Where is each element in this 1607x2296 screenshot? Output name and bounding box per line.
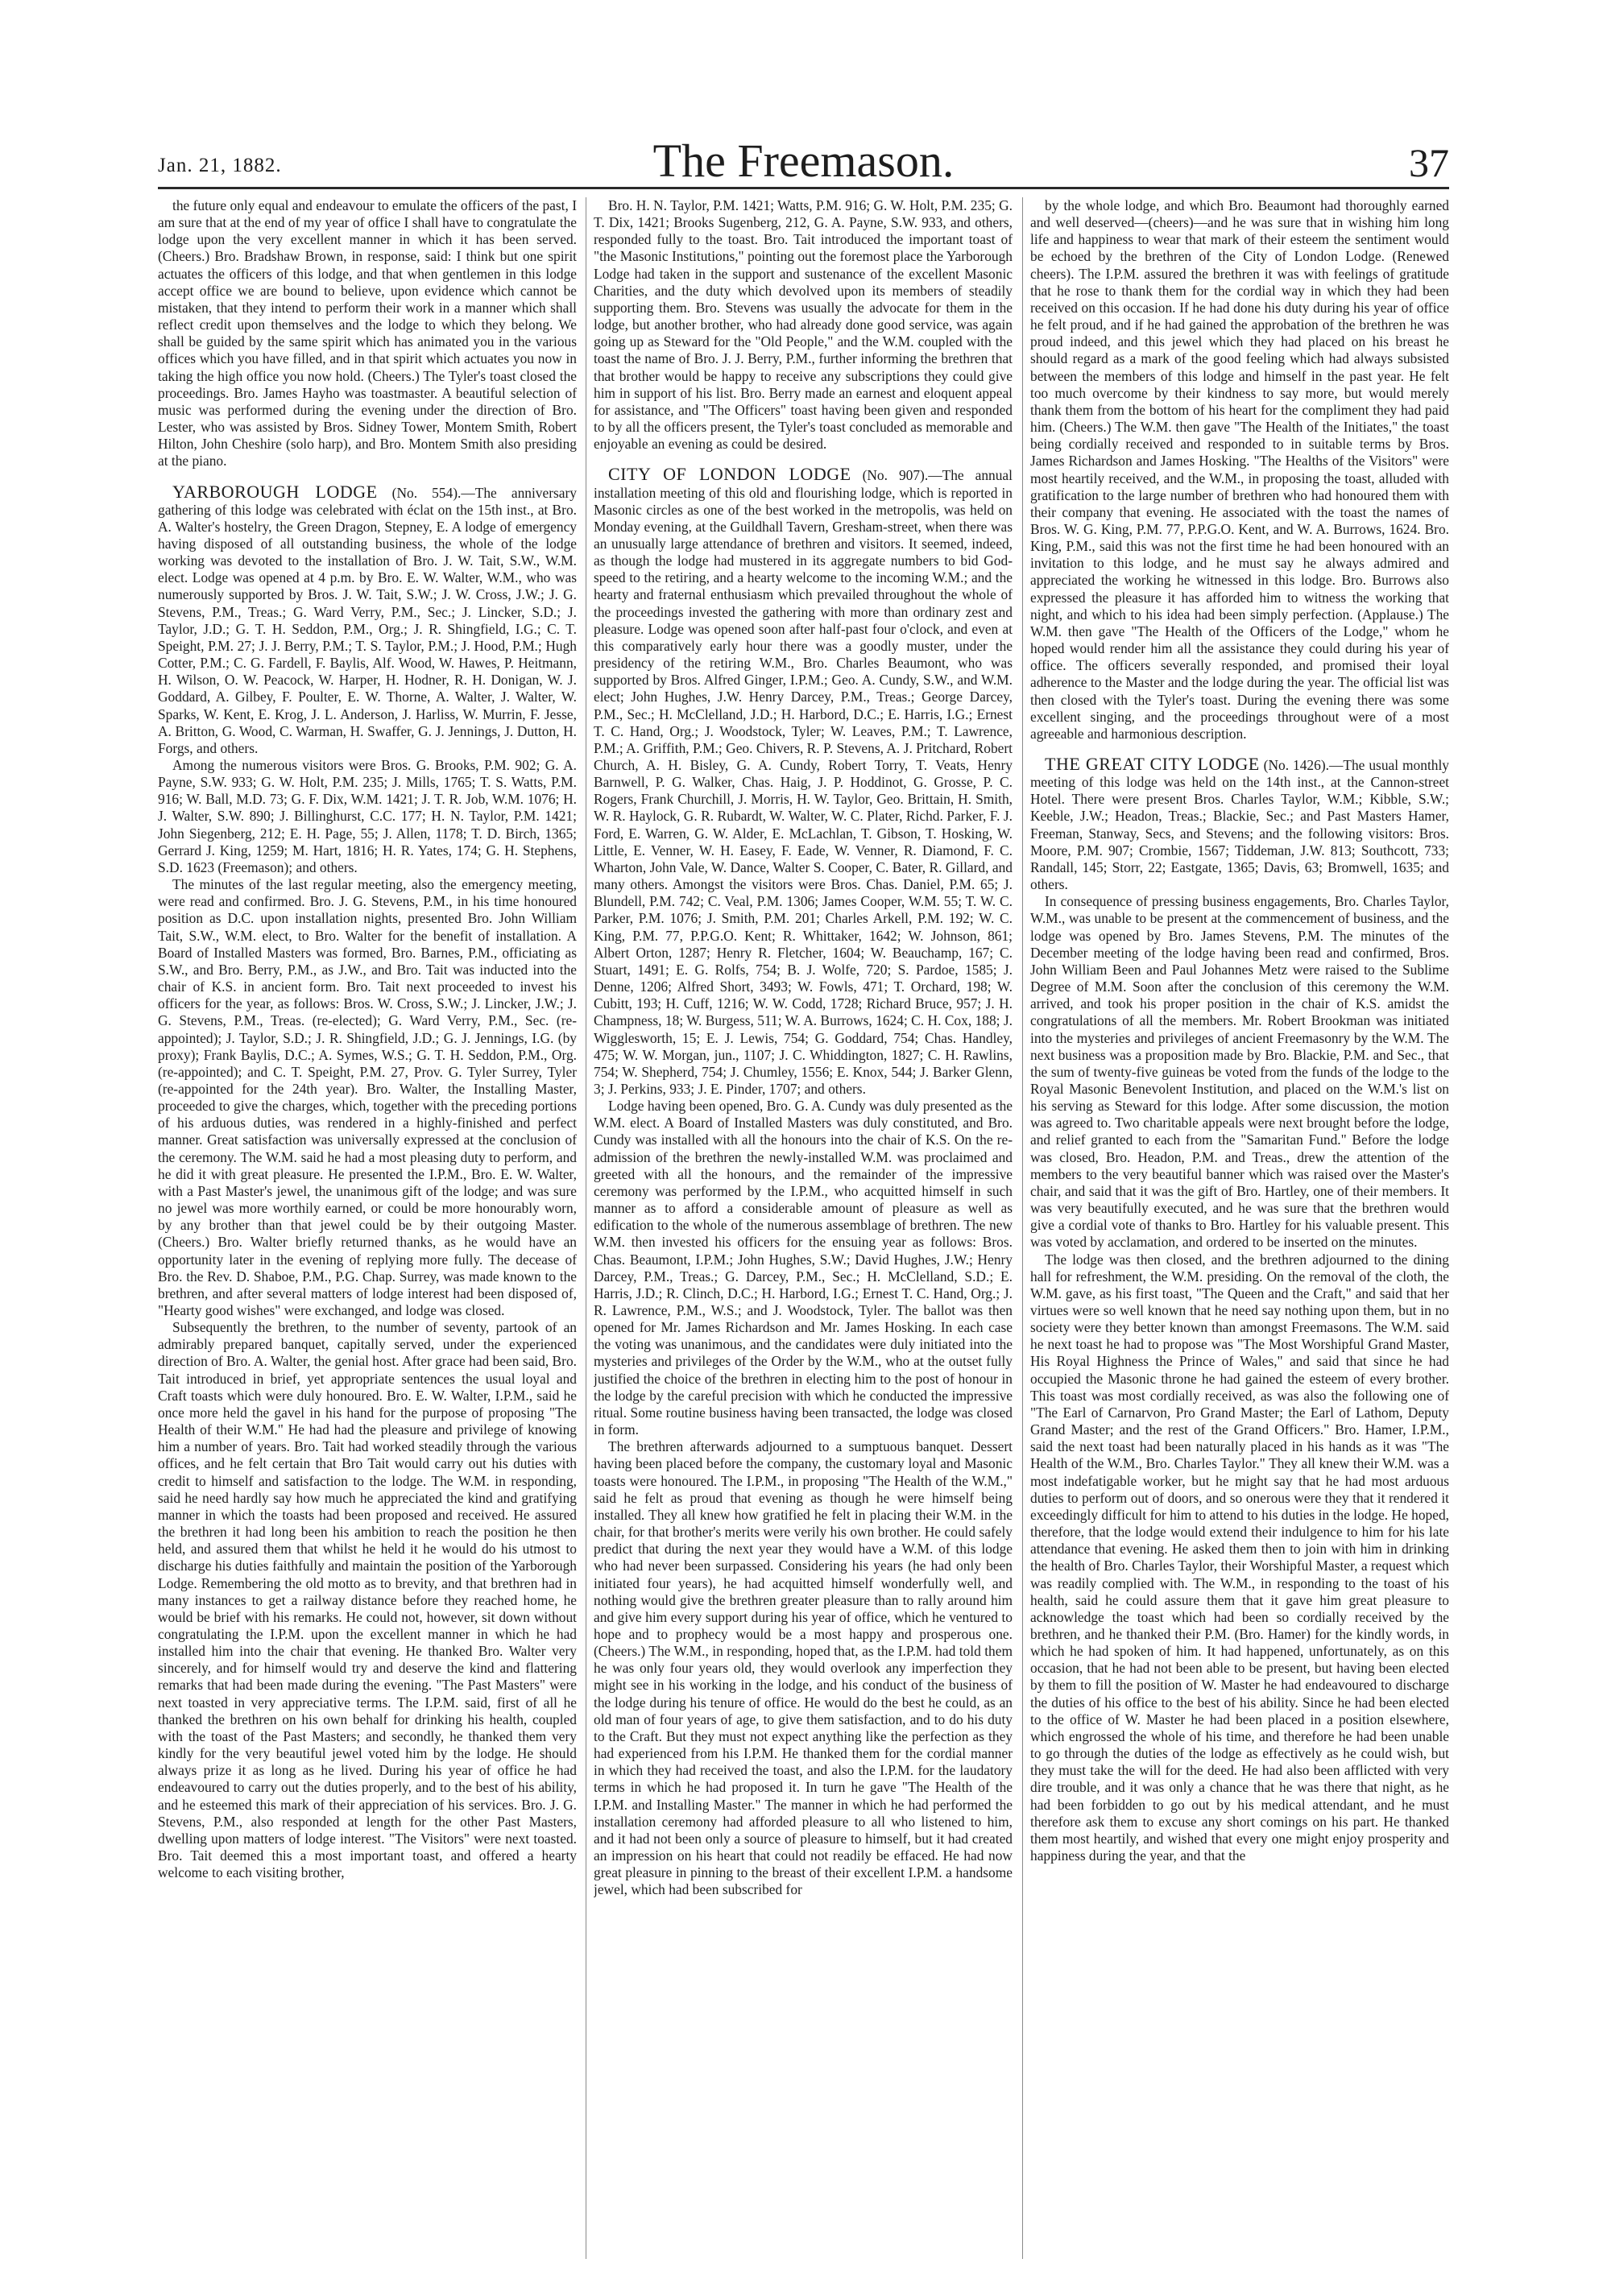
paragraph: Subsequently the brethren, to the number of seventy, partook of an admirably prepared banquet, capitally served, under the experienced direction of Bro. A. Walter, the genial host. After grace had been said, Bro. Tait introduced in brief, yet appropriate sentences the usual loyal and Craft toasts which were duly honoured. Bro. E. W. Walter, I.P.M., said he once more held the gavel in his hand for the purpose of proposing "The Health of their W.M." He had had the pleasure and privilege of knowing him a number of years. Bro. Tait had worked steadily through the various offices, and he felt certain that Bro Tait would carry out his duties with credit to himself and satisfaction to the lodge. The W.M. in responding, said he need hardly say how much he appreciated the kind and gratifying manner in which the toasts had been proposed and received. He assured the brethren it had long been his ambition to reach the position he then held, and assured them that whilst he held it he would do his utmost to discharge his duties faithfully and maintain the position of the Yarborough Lodge. Remembering the old motto as to brevity, and that brethren had in many instances to get a railway distance before they reached home, he would be brief with his remarks. He could not, however, sit down without congratulating the I.P.M. upon the excellent manner in which he had installed him into the chair that evening. He thanked Bro. Walter very sincerely, and for himself would try and deserve the kind and flattering remarks that had been made during the evening. "The Past Masters" were next toasted in very appreciative terms. The I.P.M. said, first of all he thanked the brethren on his own behalf for drinking his health, coupled with the toast of the Past Masters; and secondly, he thanked them very kindly for the very beautiful jewel voted him by the lodge. He should always prize it as long as he lived. During his year of office he had endeavoured to carry out the duties properly, and to the best of his ability, and he esteemed this mark of their appreciation of his services. Bro. J. G. Stevens, P.M., also responded at length for the other Past Masters, dwelling upon matters of lodge interest. "The Visitors" were next toasted. Bro. Tait deemed this a most important toast, and offered a hearty welcome to each visiting brother, (158, 1319, 577, 1881)
article-column-1 (158, 197, 577, 2263)
lodge-heading: THE GREAT CITY LODGE (1045, 754, 1260, 774)
column-divider (1022, 197, 1023, 2259)
paragraph: The brethren afterwards adjourned to a sumptuous banquet. Dessert having been placed before the company, the customary loyal and Masonic toasts were honoured. The I.P.M., in proposing "The Health of the W.M.," said he felt as proud that evening as though he were himself being installed. They all knew how gratified he felt in placing their W.M. in the chair, for that brother's merits were verily his own brother. He could safely predict that during the next year they would have a W.M. of this lodge who had never been surpassed. Considering his years (he had only been initiated four years), he had acquitted himself wonderfully well, and nothing would give the brethren greater pleasure than to rally around him and give him every support during his year of office, which he ventured to hope and to prophecy would be a most happy and prosperous one. (Cheers.) The W.M., in responding, hoped that, as the I.P.M. had told them he was only four years old, they would overlook any imperfection they might see in his working in the lodge, and his conduct of the business of the lodge during his tenure of office. He would do the best he could, as an old man of four years of age, to give them satisfaction, and to do his duty to the Craft. But they must not expect anything like the perfection as they had experienced from his I.P.M. He thanked them for the cordial manner in which they had received the toast, and also the I.P.M. for the laudatory terms in which he had proposed it. In turn he gave "The Health of the I.P.M. and Installing Master." The manner in which he had performed the installation ceremony had afforded pleasure to all who listened to him, and it had not been only a source of pleasure to himself, but it had created an impression on his heart that could not readily be effaced. He had now great pleasure in pinning to the breast of their excellent I.P.M. a handsome jewel, which had been subscribed for (594, 1438, 1013, 1898)
lodge-heading: CITY OF LONDON LODGE (608, 464, 851, 485)
paragraph: the future only equal and endeavour to emulate the officers of the past, I am sure that at the end of my year of office I shall have to congratulate the lodge upon the very excellent manner in which it has been served. (Cheers.) Bro. Bradshaw Brown, in response, said: I think but one spirit actuates the officers of this lodge, and that when gentlemen in this lodge accept office we are bound to believe, upon evidence which cannot be mistaken, that they intend to perform their work in a manner which shall reflect credit upon themselves and the lodge to which they belong. We shall be guided by the same spirit which has animated you in the various offices which you have filled, and in that spirit which actuates you now in taking the high office you now hold. (Cheers.) The Tyler's toast closed the proceedings. Bro. James Hayho was toastmaster. A beautiful selection of music was performed during the evening under the direction of Bro. Lester, who was assisted by Bros. Sidney Tower, Montem Smith, Robert Hilton, John Cheshire (solo harp), and Bro. Montem Smith also presiding at the piano. (158, 197, 577, 470)
paragraph: The minutes of the last regular meeting, also the emergency meeting, were read and confirmed. Bro. J. G. Stevens, P.M., in his time honoured position as D.C. upon installation nights, presented Bro. John William Tait, S.W., W.M. elect, to Bro. Walter for the benefit of installation. A Board of Installed Masters was formed, Bro. Barnes, P.M., officiating as S.W., and Bro. Berry, P.M., as J.W., and Bro. Tait was inducted into the chair of K.S. in ancient form. Bro. Tait next proceeded to invest his officers for the year, as follows: Bros. W. Cross, S.W.; J. Lincker, J.W.; J. G. Stevens, P.M., Treas. (re-elected); G. Ward Verry, P.M., Sec. (re-appointed); J. Taylor, S.D.; J. R. Shingfield, J.D.; G. J. Jennings, I.G. (by proxy); Frank Baylis, D.C.; A. Symes, W.S.; G. T. H. Seddon, P.M., Org. (re-appointed); and C. T. Speight, P.M. 27, Prov. G. Tyler Surrey, Tyler (re-appointed for the 24th year). Bro. Walter, the Installing Master, proceeded to give the charges, which, together with the preceding portions of his arduous duties, was rendered in a highly-finished and perfect manner. Great satisfaction was universally expressed at the conclusion of the ceremony. The W.M. said he had a most pleasing duty to perform, and he did it with great pleasure. He presented the I.P.M., Bro. E. W. Walter, with a Past Master's jewel, the unanimous gift of the lodge; and was sure no jewel was more worthily earned, or could be more honourably worn, by any brother than that jewel could be by their outgoing Master. (Cheers.) Bro. Walter briefly returned thanks, as he would have an opportunity later in the evening of replying more fully. The decease of Bro. the Rev. D. Shaboe, P.M., P.G. Chap. Surrey, was made known to the brethren, and after several matters of lodge interest had been disposed of, "Hearty good wishes" were exchanged, and lodge was closed. (158, 876, 577, 1318)
paragraph: THE GREAT CITY LODGE (No. 1426).—The usual monthly meeting of this lodge was held on the 14th inst., at the Cannon-street Hotel. There were present Bros. Charles Taylor, W.M.; Kibble, S.W.; Keeble, J.W.; Headon, Treas.; Blackie, Sec.; and Past Masters Hamer, Freeman, Stanway, Secs, and Stevens; and the following visitors: Bros. Moore, P.M. 907; Crombie, 1567; Tiddeman, J.W. 813; Southcott, 733; Randall, 145; Storr, 22; Eastgate, 1365; Davis, 63; Bromwell, 1635; and others. (1030, 754, 1449, 893)
paragraph: The lodge was then closed, and the brethren adjourned to the dining hall for refreshment, the W.M. presiding. On the removal of the cloth, the W.M. gave, as his first toast, "The Queen and the Craft," and said that her virtues were so well known that he need say nothing upon them, but in no society were they better known than amongst Freemasons. The W.M. said he next toast he had to propose was "The Most Worshipful Grand Master, His Royal Highness the Prince of Wales," and said that since he had occupied the Masonic throne he had gained the esteem of every brother. This toast was most cordially received, as was also the following one of "The Earl of Carnarvon, Pro Grand Master; the Earl of Lathom, Deputy Grand Master; and the rest of the Grand Officers." Bro. Hamer, I.P.M., said the next toast had been naturally placed in his hands as it was "The Health of the W.M., Bro. Charles Taylor." They all knew their W.M. was a most indefatigable worker, but he might say that he had most arduous duties to perform out of doors, and so onerous were they that it rendered it exceedingly difficult for him to attend to his duties in the lodge. He hoped, therefore, that the lodge would extend their indulgence to him for his late attendance that evening. He asked them then to join with him in drinking the health of Bro. Charles Taylor, their Worshipful Master, a request which was readily complied with. The W.M., in responding to the toast of his health, said he could assure them that it gave him great pleasure to acknowledge the toast which had been so cordially received by the brethren, and he thanked their P.M. (Bro. Hamer) for the kindly words, in which he had spoken of him. It had happened, unfortunately, as on this occasion, that he had not been able to be present, but having been elected by them to fill the position of W. Master he had endeavoured to discharge the duties of his office to the best of his ability. Since he had been elected to the office of W. Master he had been placed in a position elsewhere, which engrossed the whole of his time, and therefore he had been unable to go through the duties of the lodge as effectively as he could wish, but they must take the will for the deed. He had also been afflicted with very dire trouble, and it was only a chance that he was there that night, as he had been forbidden to go out by his medical attendant, and he must therefore ask them to excuse any short comings on his part. He thanked them most heartily, and wished that every one might enjoy prosperity and happiness during the year, and that the (1030, 1251, 1449, 1864)
newspaper-title: The Freemason. (652, 134, 955, 187)
paragraph: Bro. H. N. Taylor, P.M. 1421; Watts, P.M. 916; G. W. Holt, P.M. 235; G. T. Dix, 1421; Brooks Sugenberg, 212, G. A. Payne, S.W. 933, and others, responded fully to the toast. Bro. Tait introduced the important toast of "the Masonic Institutions," pointing out the foremost place the Yarborough Lodge had taken in the support and sustenance of the excellent Masonic Charities, and the duty which devolved upon its members of steadily supporting them. Bro. Stevens was usually the advocate for them in the lodge, but another brother, who had already done good service, was again going up as Steward for the "Old People," and the W.M. coupled with the toast the name of Bro. J. J. Berry, P.M., further informing the brethren that that brother would be happy to receive any subscriptions they could give him in support of his list. Bro. Berry made an earnest and eloquent appeal for assistance, and "The Officers" toast having been given and responded to by all the officers present, the Tyler's toast concluded as memorable and enjoyable an evening as could be desired. (594, 197, 1013, 453)
issue-date: Jan. 21, 1882. (158, 155, 282, 176)
paragraph: In consequence of pressing business engagements, Bro. Charles Taylor, W.M., was unable to be present at the commencement of business, and the lodge was opened by Bro. James Stevens, P.M. The minutes of the December meeting of the lodge having been read and confirmed, Bros. John William Been and Paul Johannes Metz were raised to the Sublime Degree of M.M. Soon after the conclusion of this ceremony the W.M. arrived, and took his proper position in the chair of K.S. amidst the congratulations of all the members. Mr. Robert Brookman was initiated into the mysteries and privileges of ancient Freemasonry by the W.M. The next business was a proposition made by Bro. Blackie, P.M. and Sec., that the sum of twenty-five guineas be voted from the funds of the lodge to the Royal Masonic Benevolent Institution, and placed on the W.M.'s list on his serving as Steward for this lodge. After some discussion, the motion was agreed to. Two charitable appeals were next brought before the lodge, and relief granted to each from the "Samaritan Fund." Before the lodge was closed, Bro. Headon, P.M. and Treas., drew the attention of the members to the very beautiful banner which was raised over the Master's chair, and said that it was the gift of Bro. Hartley, one of their members. It was very beautifully executed, and he was sure that the brethren would give a cordial vote of thanks to Bro. Hartley for his valuable present. This was voted by acclamation, and ordered to be inserted on the minutes. (1030, 893, 1449, 1251)
paragraph: Among the numerous visitors were Bros. G. Brooks, P.M. 902; G. A. Payne, S.W. 933; G. W. Holt, P.M. 235; J. Mills, 1765; T. S. Watts, P.M. 916; W. Ball, M.D. 73; G. F. Dix, W.M. 1421; J. T. R. Job, W.M. 1076; H. J. Walter, S.W. 890; J. Billinghurst, C.C. 177; H. N. Taylor, P.M. 1421; John Siegenberg, 212; E. H. Page, 55; J. Allen, 1178; T. D. Birch, 1365; Gerrard J. King, 1259; M. Hart, 1816; H. R. Yates, 174; G. H. Stephens, S.D. 1623 (Freemason); and others. (158, 757, 577, 875)
lodge-heading: YARBOROUGH LODGE (172, 481, 378, 502)
paragraph: by the whole lodge, and which Bro. Beaumont had thoroughly earned and well deserved—(cheers)—and he was sure that in wishing him long life and happiness to wear that mark of their esteem the sentiment would be echoed by the brethren of the City of London Lodge. (Renewed cheers). The I.P.M. assured the brethren it was with feelings of gratitude that he rose to thank them for the cordial way in which they had been received on this occasion. If he had done his duty during his year of office he felt proud, and if he had gained the approbation of the brethren he was proud indeed, and this jewel which they had placed on his breast he should regard as a mark of the good feeling which had always subsisted between the members of this lodge and himself in the past year. He felt too much overcome by their kindness to say more, but would merely thank them from the bottom of his heart for the compliment they had paid him. (Cheers.) The W.M. then gave "The Health of the Initiates," the toast being cordially received and responded to in suitable terms by Bros. James Richardson and James Hosking. "The Healths of the Visitors" were most heartily received, and the W.M., in proposing the toast, alluded with gratification to the large number of brethren who had honoured them with their company that evening. He associated with the toast the names of Bros. W. G. King, P.M. 77, P.P.G.O. Kent, and W. A. Burrows, 1624. Bro. King, P.M., said this was not the first time he had been honoured with an invitation to this lodge, and he must say he always admired and appreciated the working he witnessed in this lodge. Bro. Burrows also expressed the pleasure it has afforded him to witness the working that night, and which to his idea had been simply perfection. (Applause.) The W.M. then gave "The Health of the Officers of the Lodge," whom he hoped would render him all the assistance they could during his year of office. The officers severally responded, and promised their loyal adherence to the Master and the lodge during the year. The official list was then closed with the Tyler's toast. During the evening there was some excellent singing, and the proceedings throughout were of a most agreeable and harmonious description. (1030, 197, 1449, 742)
masthead (158, 134, 1449, 187)
article-column-2 (594, 197, 1013, 2263)
article-column-3 (1030, 197, 1449, 2263)
paragraph: Lodge having been opened, Bro. G. A. Cundy was duly presented as the W.M. elect. A Board of Installed Masters was duly constituted, and Bro. Cundy was installed with all the honours into the chair of K.S. On the re-admission of the brethren the newly-installed W.M. was proclaimed and greeted with all the honours, and the remainder of the impressive ceremony was performed by the I.P.M., who acquitted himself in such manner as to afford a considerable amount of pleasure as well as edification to the whole of the numerous assemblage of brethren. The new W.M. then invested his officers for the ensuing year as follows: Bros. Chas. Beaumont, I.P.M.; John Hughes, S.W.; David Hughes, J.W.; Henry Darcey, P.M., Treas.; G. Darcey, P.M., Sec.; H. McClelland, S.D.; E. Harris, J.D.; R. Clinch, D.C.; H. Harbord, I.G.; Ernest T. C. Hand, Org.; J. R. Lawrence, P.M., W.S.; and J. Woodstock, Tyler. The ballot was then opened for Mr. James Richardson and Mr. James Hosking. In each case the voting was unanimous, and the candidates were duly initiated into the mysteries and privileges of the Order by the W.M., who at the outset fully justified the choice of the brethren in electing him to the post of honour in the lodge by the careful precision with which he conducted the impressive ritual. Some routine business having been transacted, the lodge was closed in form. (594, 1098, 1013, 1438)
header-rule (158, 187, 1449, 189)
paragraph: YARBOROUGH LODGE (No. 554).—The anniversary gathering of this lodge was celebrated with éclat on the 15th inst., at Bro. A. Walter's hostelry, the Green Dragon, Stepney, E. A lodge of emergency having disposed of all outstanding business, the whole of the lodge working was devoted to the installation of Bro. J. W. Tait, S.W., W.M. elect. Lodge was opened at 4 p.m. by Bro. E. W. Walter, W.M., who was numerously supported by Bros. J. W. Tait, S.W.; J. W. Cross, J.W.; J. G. Stevens, P.M., Treas.; G. Ward Verry, P.M., Sec.; J. Lincker, S.D.; J. Taylor, J.D.; G. T. H. Seddon, P.M., Org.; J. R. Shingfield, I.G.; C. T. Speight, P.M. 27; J. J. Berry, P.M.; T. S. Taylor, P.M.; J. Hood, P.M.; Hugh Cotter, P.M.; C. G. Fardell, F. Baylis, Alf. Wood, W. Hawes, P. Heitmann, H. Wilson, O. W. Peacock, W. Harper, H. Hodner, R. H. Donigan, W. J. Goddard, A. Gilbey, F. Poulter, E. W. Thorne, A. Walter, J. Walter, W. Sparks, W. Kent, E. Krog, J. L. Anderson, J. Harliss, W. Murrin, F. Jesse, A. Britton, G. Wood, C. Warman, H. Swaffer, G. J. Jennings, J. Dutton, H. Forgs, and others. (158, 481, 577, 756)
paragraph: CITY OF LONDON LODGE (No. 907).—The annual installation meeting of this old and flourishing lodge, which is reported in Masonic circles as one of the best worked in the metropolis, was held on Monday evening, at the Guildhall Tavern, Gresham-street, when there was an unusually large attendance of brethren and visitors. It seemed, indeed, as though the lodge had mustered in its aggregate numbers to bid God-speed to the retiring, and a hearty welcome to the incoming W.M.; and the hearty and fraternal enthusiasm which prevailed throughout the whole of the proceedings invested the gathering with more than ordinary zest and pleasure. Lodge was opened soon after half-past four o'clock, and even at this comparatively early hour there was a goodly muster, under the presidency of the retiring W.M., Bro. Charles Beaumont, who was supported by Bros. Alfred Ginger, I.P.M.; Geo. A. Cundy, S.W., and W.M. elect; John Hughes, J.W. Henry Darcey, P.M., Treas.; George Darcey, P.M., Sec.; H. McClelland, J.D.; H. Harbord, D.C.; E. Harris, I.G.; Ernest T. C. Hand, Org.; J. Woodstock, Tyler; W. Leaves, P.M.; T. Lawrence, P.M.; A. Griffith, P.M.; Geo. Chivers, R. P. Stevens, A. J. Pritchard, Robert Church, A. H. Bisley, G. A. Cundy, Robert Torry, T. Veats, Henry Barnwell, P. G. Walker, Chas. Haig, J. P. Hoddinot, G. Grosse, P. C. Rogers, Frank Churchill, J. Morris, H. W. Taylor, Geo. Brittain, H. Smith, W. R. Haylock, G. R. Rubardt, W. Walter, W. C. Plater, Richd. Parker, F. J. Ford, E. Warren, G. W. Alder, E. McLachlan, T. Gibson, T. Hosking, W. Little, E. Venner, W. H. Easey, F. Eade, W. Venner, R. Diamond, F. C. Wharton, John Vale, W. Dance, Walter S. Cooper, C. Bater, R. Gillard, and many others. Amongst the visitors were Bros. Chas. Daniel, P.M. 65; J. Blundell, P.M. 742; C. Veal, P.M. 1306; James Cooper, W.M. 55; T. W. C. Parker, P.M. 1076; J. Smith, P.M. 201; Charles Arkell, P.M. 192; W. C. King, P.M. 77, P.P.G.O. Kent; R. Whittaker, 1642; W. Johnson, 861; Albert Orton, 1287; Henry R. Fletcher, 1604; W. Beauchamp, 167; C. Stuart, 1491; E. G. Rolfs, 754; B. J. Wolfe, 720; S. Pardoe, 1585; J. Denne, 1206; Alfred Short, 3493; W. Fowls, 471; T. Orchard, 198; W. Cubitt, 193; H. Cuff, 1216; W. W. Codd, 1728; Richard Bruce, 957; J. H. Champness, 18; W. Burgess, 511; W. A. Burrows, 1624; C. H. Cox, 188; J. Wigglesworth, 15; E. J. Lewis, 754; G. Goddard, 754; Chas. Handley, 475; W. W. Morgan, jun., 1107; J. C. Whiddington, 1827; C. H. Rawlins, 754; W. Shepherd, 754; J. Chumley, 1556; E. Knox, 544; J. Barker Glenn, 3; J. Perkins, 933; J. E. Pinder, 1707; and others. (594, 464, 1013, 1097)
page-number: 37 (1409, 140, 1449, 185)
